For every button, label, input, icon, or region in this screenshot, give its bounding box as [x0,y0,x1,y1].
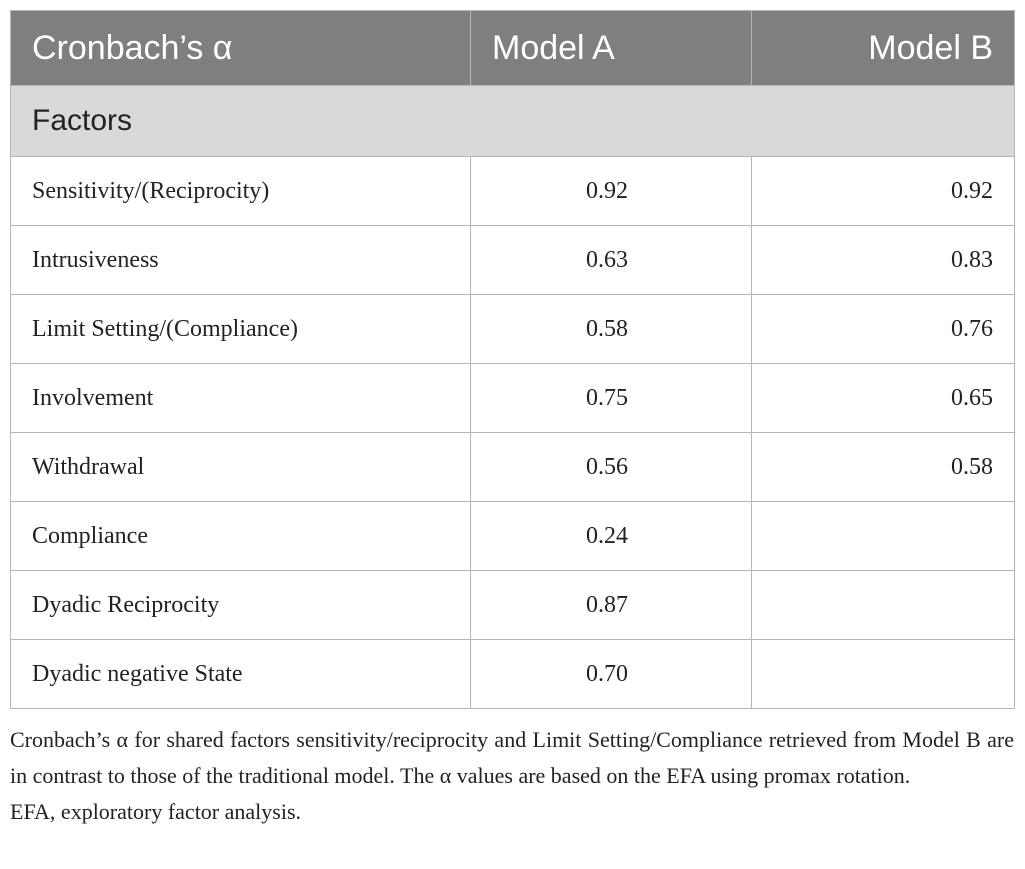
factor-name: Dyadic negative State [11,640,471,709]
header-row [11,11,1015,86]
model-a-value: 0.63 [471,226,752,295]
table-row [11,364,1015,433]
model-b-value [752,640,1015,709]
model-b-value: 0.76 [752,295,1015,364]
model-b-value: 0.92 [752,157,1015,226]
table-row [11,226,1015,295]
section-label: Factors [11,86,1015,157]
model-a-value: 0.58 [471,295,752,364]
table-row [11,433,1015,502]
table-row [11,157,1015,226]
factor-name: Sensitivity/(Reciprocity) [11,157,471,226]
section-row-factors [11,86,1015,157]
footnote-note: Cronbach’s α for shared factors sensitivity/reciprocity and Limit Setting/Compliance retrieved from Model B are in contrast to those of the traditional model. The α values are based on the EFA using promax rotation. [10,727,1014,788]
factor-name: Withdrawal [11,433,471,502]
factor-name: Intrusiveness [11,226,471,295]
model-a-value: 0.56 [471,433,752,502]
table-body [11,86,1015,709]
header-model-a: Model A [471,11,752,86]
factor-name: Compliance [11,502,471,571]
model-a-value: 0.70 [471,640,752,709]
factor-name: Involvement [11,364,471,433]
model-b-value: 0.65 [752,364,1015,433]
footnote-abbreviation: EFA, exploratory factor analysis. [10,799,302,824]
model-b-value: 0.58 [752,433,1015,502]
reliability-table [10,10,1015,709]
model-a-value: 0.92 [471,157,752,226]
model-a-value: 0.24 [471,502,752,571]
factor-name: Limit Setting/(Compliance) [11,295,471,364]
table-row [11,640,1015,709]
model-b-value [752,571,1015,640]
reliability-table-container [10,10,1014,709]
table-row [11,502,1015,571]
factor-name: Dyadic Reciprocity [11,571,471,640]
model-a-value: 0.87 [471,571,752,640]
model-b-value [752,502,1015,571]
table-row [11,571,1015,640]
model-a-value: 0.75 [471,364,752,433]
header-cronbach-alpha: Cronbach’s α [11,11,471,86]
table-footnote [10,722,1014,830]
header-model-b: Model B [752,11,1015,86]
table-row [11,295,1015,364]
table-header [11,11,1015,86]
model-b-value: 0.83 [752,226,1015,295]
